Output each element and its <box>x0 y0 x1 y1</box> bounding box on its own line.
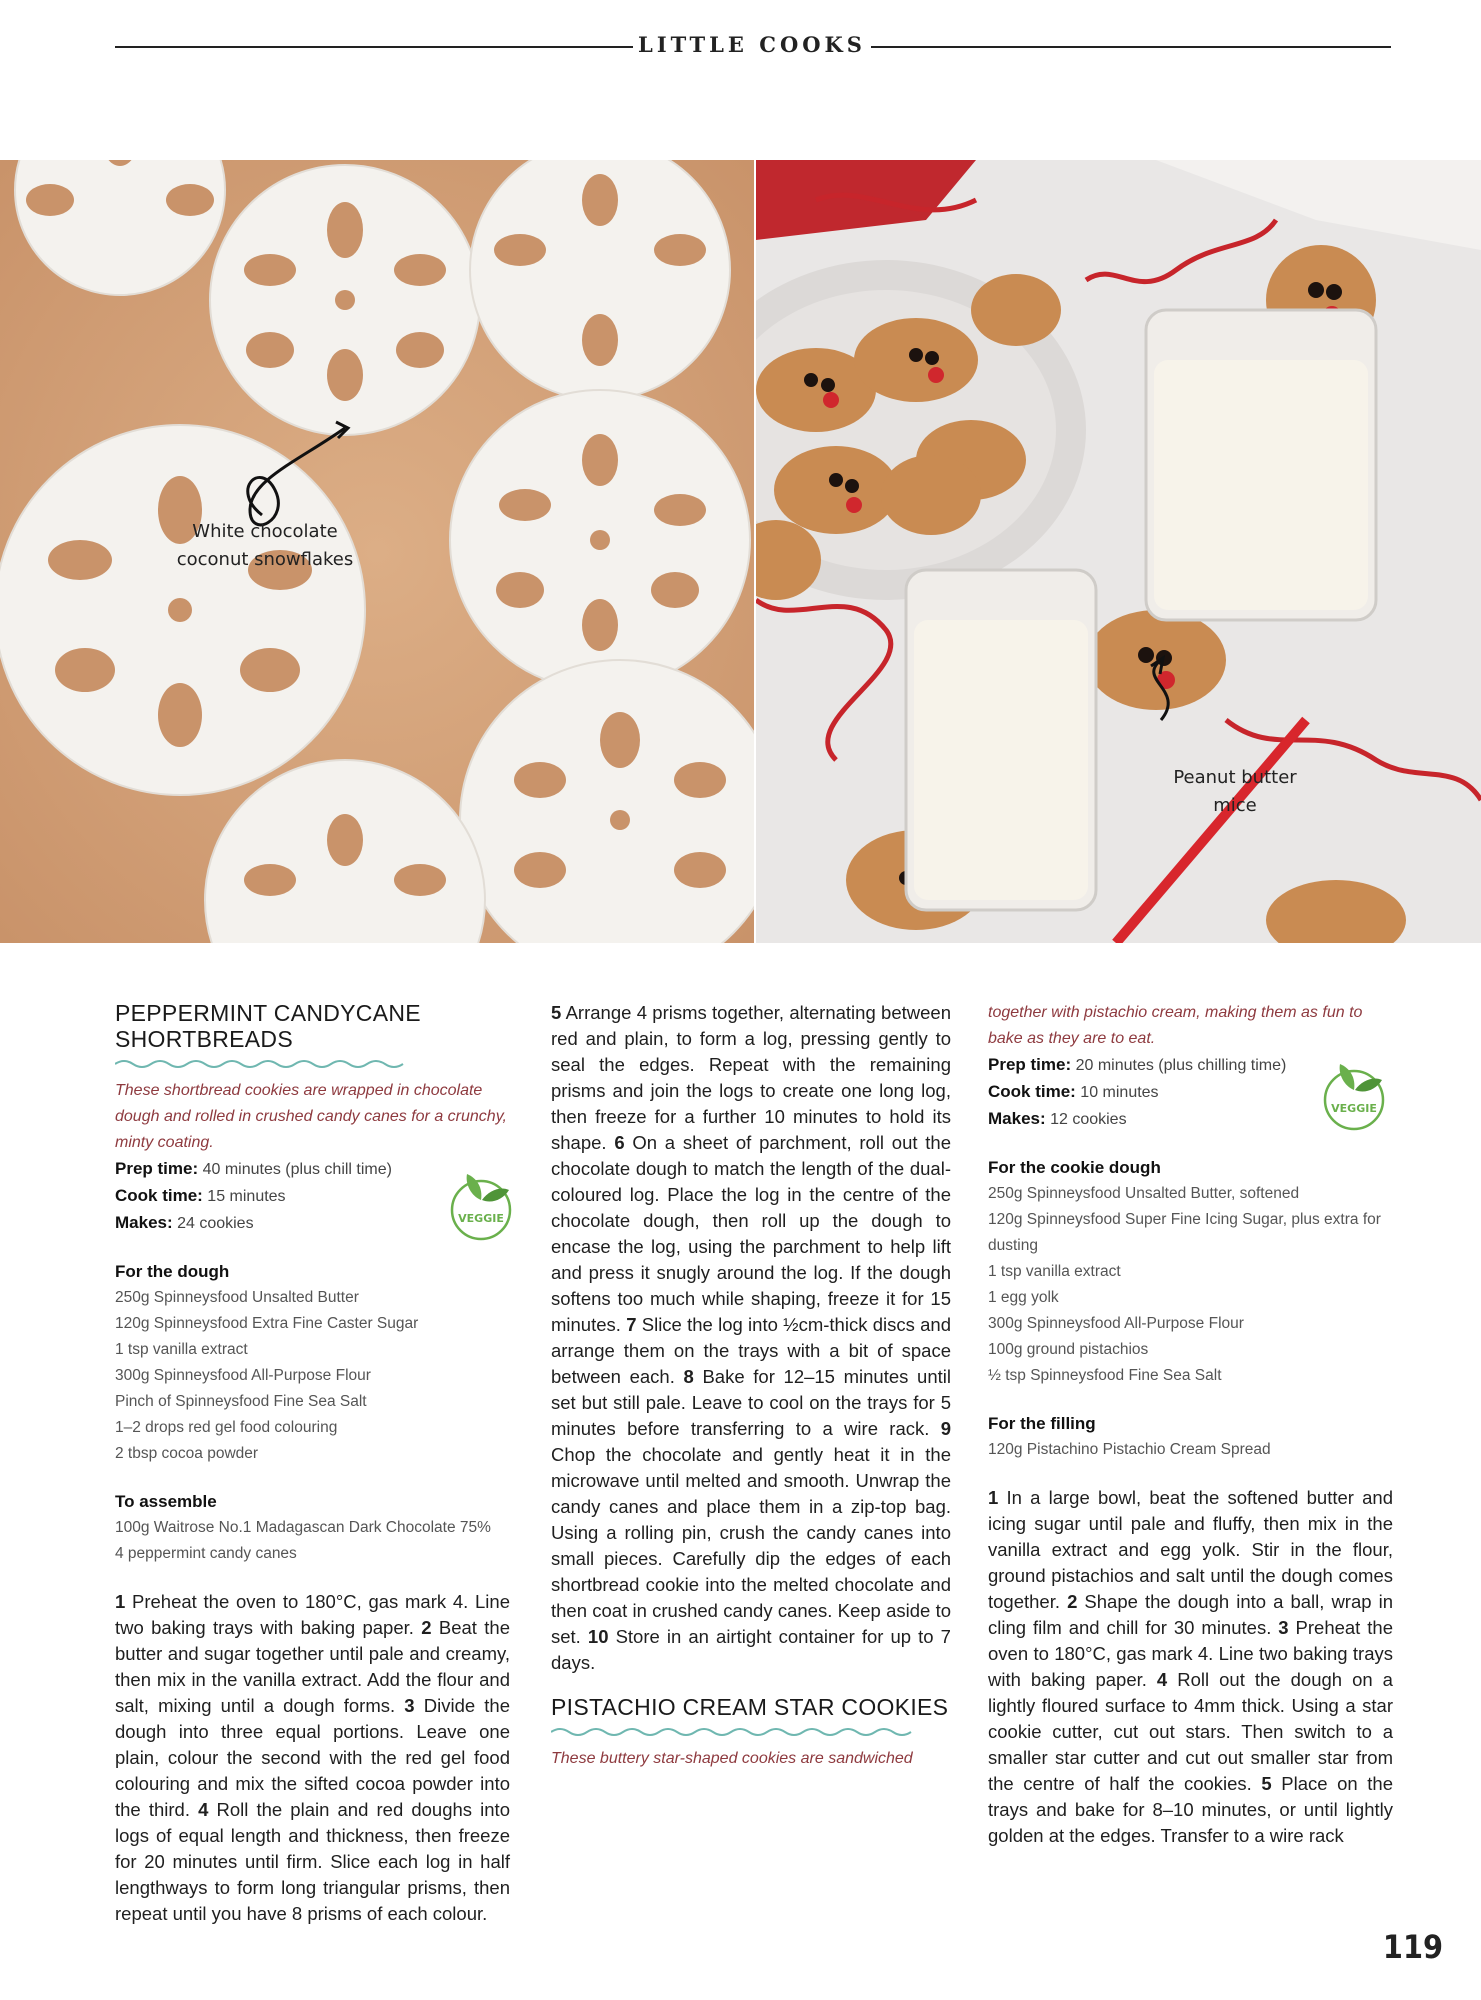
mice-caption-line2: mice <box>1213 795 1257 816</box>
step-text: Roll out the dough on a lightly floured surface to 4mm thick. Using a star cookie cutter, cut out stars. Then switch to a smaller star cutter and cut out smaller star from the centre of half the cookies. <box>988 1669 1393 1794</box>
cook-value: 10 minutes <box>1075 1084 1159 1101</box>
recipe1-method-part2 <box>551 1000 951 1676</box>
step-number: 10 <box>587 1626 609 1647</box>
step-text: Preheat the oven to 180°C, gas mark 4. Line two baking trays with baking paper. <box>988 1617 1393 1690</box>
mice-caption <box>1150 764 1320 820</box>
makes-label: Makes: <box>988 1109 1046 1128</box>
recipe1-title-line1: PEPPERMINT CANDYCANE <box>115 1000 421 1026</box>
step-number: 3 <box>404 1695 415 1716</box>
veggie-badge-icon <box>1318 1060 1390 1132</box>
header-rule-right <box>871 46 1391 48</box>
header-rule-left <box>115 46 633 48</box>
prep-value: 20 minutes (plus chilling time) <box>1071 1057 1287 1074</box>
veggie-badge-label: VEGGIE <box>458 1212 504 1225</box>
ingredient-item: 1 egg yolk <box>988 1289 1059 1306</box>
ingredient-item: 250g Spinneysfood Unsalted Butter, softened <box>988 1185 1300 1202</box>
snowflake-cookies-photo <box>0 160 754 943</box>
step-number: 4 <box>198 1799 209 1820</box>
page-number: 119 <box>1382 1928 1443 1966</box>
step-number: 2 <box>1067 1591 1078 1612</box>
cook-label: Cook time: <box>115 1186 203 1205</box>
ingredient-item: 2 tbsp cocoa powder <box>115 1445 259 1462</box>
snowflakes-caption <box>150 518 380 574</box>
step-number: 4 <box>1156 1669 1168 1690</box>
step-text: Divide the dough into three equal portions. Leave one plain, colour the second with the red gel food colouring and mix the sifted cocoa powder into the third. <box>115 1695 510 1820</box>
cook-value: 15 minutes <box>202 1188 286 1205</box>
veggie-badge-label: VEGGIE <box>1331 1102 1377 1115</box>
prep-label: Prep time: <box>115 1159 199 1178</box>
cook-label: Cook time: <box>988 1082 1076 1101</box>
wave-divider <box>115 1058 405 1070</box>
step-text: Bake for 12–15 minutes until set but still pale. Leave to cool on the trays for 5 minutes before transferring to a wire rack. <box>551 1366 951 1439</box>
step-text: Preheat the oven to 180°C, gas mark 4. Line two baking trays with baking paper. <box>115 1591 510 1638</box>
makes-value: 12 cookies <box>1045 1111 1127 1128</box>
step-text: Place on the trays and bake for 8–10 minutes, or until lightly golden at the edges. Transfer to a wire rack <box>988 1773 1393 1846</box>
prep-label: Prep time: <box>988 1055 1072 1074</box>
ingredient-item: 100g Waitrose No.1 Madagascan Dark Chocolate 75% <box>115 1519 491 1536</box>
veggie-badge-icon <box>445 1170 517 1242</box>
column-2 <box>551 1000 951 1772</box>
step-number: 3 <box>1278 1617 1289 1638</box>
peanut-butter-mice-photo <box>756 160 1481 943</box>
ingredient-item: 300g Spinneysfood All-Purpose Flour <box>115 1367 371 1384</box>
ingredient-item: 1 tsp vanilla extract <box>115 1341 248 1358</box>
recipe1-assemble-heading: To assemble <box>115 1492 217 1511</box>
step-number: 8 <box>683 1366 694 1387</box>
step-text: Shape the dough into a ball, wrap in cling film and chill for 30 minutes. <box>988 1591 1393 1638</box>
ingredient-item: 250g Spinneysfood Unsalted Butter <box>115 1289 359 1306</box>
prep-value: 40 minutes (plus chill time) <box>198 1161 392 1178</box>
ingredient-item: ½ tsp Spinneysfood Fine Sea Salt <box>988 1367 1222 1384</box>
wave-divider <box>551 1726 921 1738</box>
recipe1-dough-heading: For the dough <box>115 1262 230 1281</box>
step-number: 6 <box>614 1132 625 1153</box>
step-number: 1 <box>115 1591 126 1612</box>
column-1 <box>115 1000 510 1927</box>
step-text: Store in an airtight container for up to 7 days. <box>551 1626 951 1673</box>
ingredient-item: 1 tsp vanilla extract <box>988 1263 1121 1280</box>
step-text: On a sheet of parchment, roll out the chocolate dough to match the length of the dual-coloured log. Place the log in the centre of the chocolate dough, then roll up the dough to encase the log, using the parchment to help lift and press it snugly around the log. If the dough softens too much while shaping, freeze it for 15 minutes. <box>551 1132 952 1335</box>
ingredient-item: 100g ground pistachios <box>988 1341 1149 1358</box>
ingredient-item: 1–2 drops red gel food colouring <box>115 1419 338 1436</box>
recipe2-method <box>988 1485 1393 1849</box>
step-number: 5 <box>551 1002 562 1023</box>
recipe1-method-part1 <box>115 1589 510 1927</box>
section-title: LITTLE COOKS <box>638 32 866 57</box>
recipe2-dough-heading: For the cookie dough <box>988 1158 1161 1177</box>
step-number: 2 <box>421 1617 432 1638</box>
step-text: Chop the chocolate and gently heat it in the microwave until melted and smooth. Unwrap the candy canes and place them in a zip-top bag. Using a rolling pin, crush the candy canes into small pieces. Carefully dip the edges of each shortbread cookie into the melted chocolate and then coat in crushed candy canes. Keep aside to set. <box>551 1444 951 1647</box>
mice-caption-line1: Peanut butter <box>1173 767 1297 788</box>
ingredient-item: 120g Spinneysfood Extra Fine Caster Sugar <box>115 1315 419 1332</box>
step-number: 7 <box>626 1314 637 1335</box>
recipe2-intro-part2: together with pistachio cream, making them as fun to bake as they are to eat. <box>988 1004 1363 1047</box>
recipe2-title: PISTACHIO CREAM STAR COOKIES <box>551 1694 949 1720</box>
ingredient-item: 120g Spinneysfood Super Fine Icing Sugar, plus extra for dusting <box>988 1211 1381 1254</box>
recipe2-filling-heading: For the filling <box>988 1414 1096 1433</box>
snowflakes-caption-line1: White chocolate <box>192 521 338 542</box>
step-text: Arrange 4 prisms together, alternating between red and plain, to form a log, pressing gently to seal the edges. Repeat with the remaining prisms and join the logs to create one long log, then freeze for a further 10 minutes to hold its shape. <box>551 1002 951 1153</box>
step-text: Beat the butter and sugar together until pale and creamy, then mix in the vanilla extract. Add the flour and salt, mixing until a dough forms. <box>115 1617 510 1716</box>
step-text: Roll the plain and red doughs into logs of equal length and thickness, then freeze for 20 minutes until firm. Slice each log in half lengthways to form long triangular prisms, then repeat until you have 8 prisms of each colour. <box>115 1799 510 1924</box>
ingredient-item: Pinch of Spinneysfood Fine Sea Salt <box>115 1393 367 1410</box>
recipe1-dough-list <box>115 1285 510 1467</box>
ingredient-item: 4 peppermint candy canes <box>115 1545 297 1562</box>
makes-value: 24 cookies <box>172 1215 254 1232</box>
section-header <box>115 30 1391 60</box>
step-number: 9 <box>940 1418 951 1439</box>
recipe1-assemble-list <box>115 1515 510 1567</box>
step-text: Slice the log into ½cm-thick discs and arrange them on the trays with a bit of space between each. <box>551 1314 951 1387</box>
recipe1-title-line2: SHORTBREADS <box>115 1026 293 1052</box>
recipe2-filling-list <box>988 1437 1393 1463</box>
recipe1-title <box>115 1000 510 1052</box>
step-text: In a large bowl, beat the softened butter and icing sugar until pale and fluffy, then mix in the vanilla extract and egg yolk. Stir in the flour, ground pistachios and salt until the dough comes together. <box>988 1487 1393 1612</box>
ingredient-item: 300g Spinneysfood All-Purpose Flour <box>988 1315 1244 1332</box>
makes-label: Makes: <box>115 1213 173 1232</box>
step-number: 1 <box>988 1487 999 1508</box>
recipe1-intro: These shortbread cookies are wrapped in chocolate dough and rolled in crushed candy canes for a crunchy, minty coating. <box>115 1082 507 1151</box>
snowflakes-caption-line2: coconut snowflakes <box>176 549 354 570</box>
step-number: 5 <box>1261 1773 1272 1794</box>
recipe2-intro-part1: These buttery star-shaped cookies are sandwiched <box>551 1750 913 1767</box>
recipe2-dough-list <box>988 1181 1393 1389</box>
ingredient-item: 120g Pistachino Pistachio Cream Spread <box>988 1441 1271 1458</box>
